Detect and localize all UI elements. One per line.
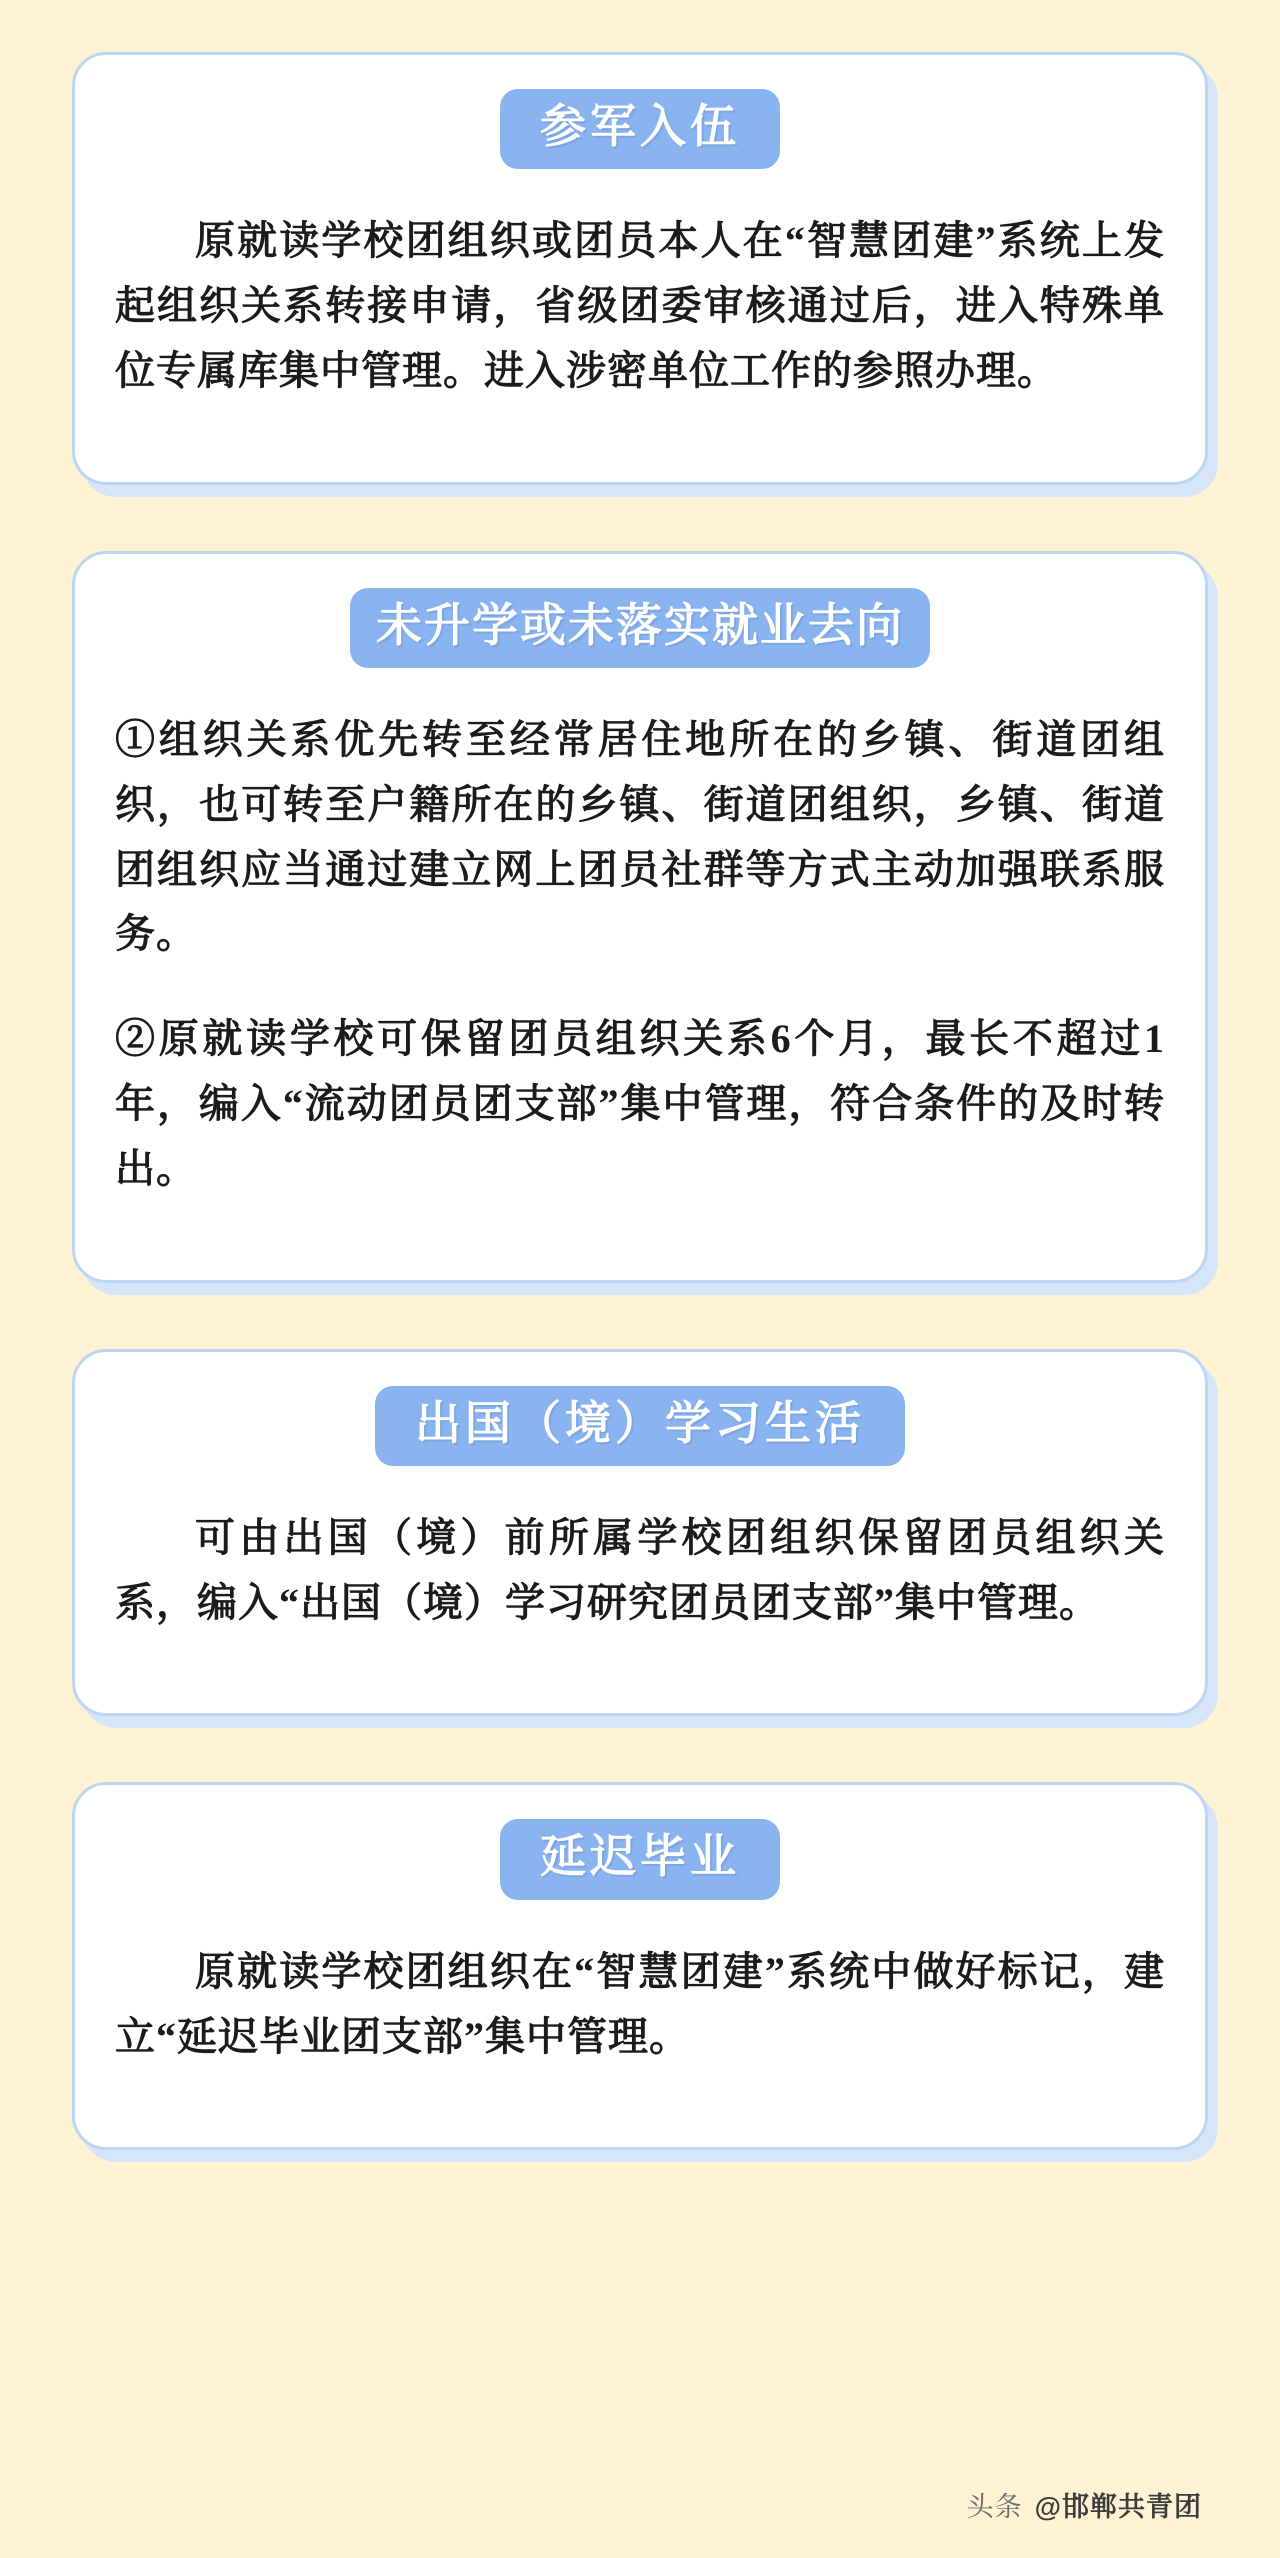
footer-watermark (967, 2485, 1202, 2524)
card-paragraph: 可由出国（境）前所属学校团组织保留团员组织关系，编入“出国（境）学习研究团员团支部”集中管理。 (115, 1514, 1165, 1625)
card-paragraph: ①组织关系优先转至经常居住地所在的乡镇、街道团组织，也可转至户籍所在的乡镇、街道团组织，乡镇、街道团组织应当通过建立网上团员社群等方式主动加强联系服务。 (115, 716, 1165, 957)
card-paragraph: 原就读学校团组织在“智慧团建”系统中做好标记，建立“延迟毕业团支部”集中管理。 (115, 1948, 1165, 2059)
card-paragraph: ②原就读学校可保留团员组织关系6个月，最长不超过1年，编入“流动团员团支部”集中管理，符合条件的及时转出。 (115, 1016, 1165, 1191)
card-badge-row (115, 89, 1165, 169)
info-card-enlistment (72, 52, 1208, 485)
card-title-badge: 参军入伍 (500, 89, 780, 169)
card-title-badge: 未升学或未落实就业去向 (350, 588, 930, 668)
card-badge-row (115, 1386, 1165, 1466)
card-badge-row (115, 588, 1165, 668)
footer-account-label: @邯郸共青团 (1034, 2492, 1202, 2522)
info-card-overseas (72, 1349, 1208, 1717)
card-paragraph: 原就读学校团组织或团员本人在“智慧团建”系统上发起组织关系转接申请，省级团委审核通过后，进入特殊单位专属库集中管理。进入涉密单位工作的参照办理。 (115, 218, 1165, 393)
card-badge-row (115, 1819, 1165, 1899)
card-title-badge: 出国（境）学习生活 (375, 1386, 905, 1466)
footer-brand-label: 头条 (966, 2492, 1023, 2522)
info-card-delayed-graduation (72, 1782, 1208, 2150)
info-card-unemployed (72, 551, 1208, 1283)
card-title-badge: 延迟毕业 (500, 1819, 780, 1899)
